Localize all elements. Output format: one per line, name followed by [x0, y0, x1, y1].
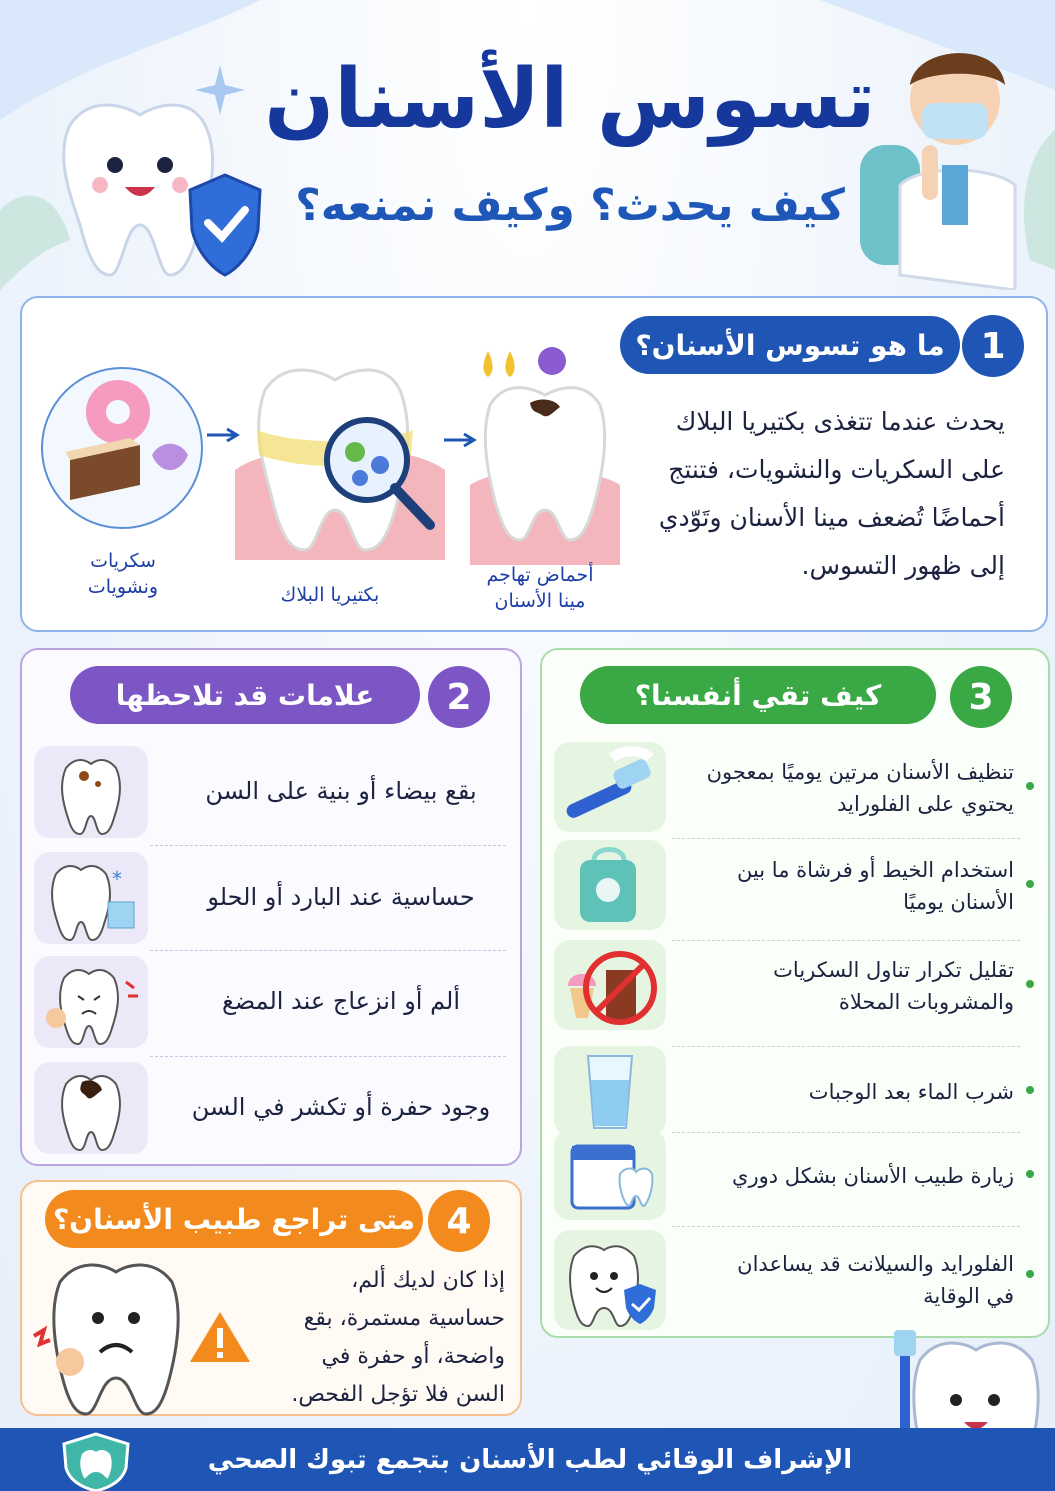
warning-icon — [188, 1308, 252, 1366]
prevention-line: والمشروبات المحلاة — [838, 990, 1014, 1014]
dental-floss-icon — [554, 840, 666, 930]
section4-body — [265, 1262, 505, 1414]
happy-tooth-mascot-icon — [40, 95, 270, 285]
prevention-item-text — [684, 1046, 1014, 1138]
sign-item-text: وجود حفرة أو تكشر في السن — [191, 1093, 491, 1121]
prevention-line: شرب الماء بعد الوجبات — [808, 1080, 1014, 1104]
decayed-tooth-icon — [470, 335, 620, 565]
section4-body-line: حساسية مستمرة، بقع — [303, 1306, 505, 1331]
sign-item — [34, 1058, 506, 1156]
section1-body — [575, 398, 1005, 590]
step-caption-plaque: بكتيريا البلاك — [280, 584, 380, 606]
section4-heading: متى تراجع طبيب الأسنان؟ — [45, 1190, 423, 1248]
step-caption-line: مينا الأسنان — [494, 590, 586, 612]
prevention-line: استخدام الخيط أو فرشاة ما بين — [736, 858, 1014, 882]
plaque-tooth-icon — [235, 360, 445, 560]
step-caption-line: ونشويات — [87, 576, 159, 598]
svg-text:*: * — [112, 867, 122, 891]
page-title: تسوس الأسنان — [264, 52, 876, 147]
cavity-tooth-icon — [34, 1062, 148, 1154]
painful-tooth-icon — [34, 956, 148, 1048]
section1-heading: ما هو تسوس الأسنان؟ — [620, 316, 960, 374]
section1-body-line: على السكريات والنشويات، فتنتج — [668, 455, 1005, 484]
bullet-icon — [1026, 980, 1034, 988]
divider — [672, 838, 1020, 839]
section1-number: 1 — [962, 315, 1024, 377]
prevention-item — [554, 1230, 1034, 1330]
no-sweets-icon — [554, 940, 666, 1030]
section1-body-line: يحدث عندما تتغذى بكتيريا البلاك — [675, 407, 1005, 436]
prevention-item — [554, 1046, 1034, 1138]
divider — [150, 845, 506, 846]
sign-item — [34, 742, 506, 840]
prevention-item — [554, 1130, 1034, 1222]
water-glass-icon — [554, 1046, 666, 1136]
sign-item-text: بقع بيضاء أو بنية على السن — [205, 777, 477, 805]
step-caption-acid — [460, 562, 620, 614]
prevention-item — [554, 840, 1034, 932]
prevention-item-text — [684, 840, 1014, 932]
sweets-icon — [40, 360, 210, 540]
sparkle-icon — [190, 60, 250, 120]
prevention-line: تقليل تكرار تناول السكريات — [773, 958, 1014, 982]
bullet-icon — [1026, 1086, 1034, 1094]
prevention-item — [554, 940, 1034, 1032]
prevention-line: زيارة طبيب الأسنان بشكل دوري — [732, 1164, 1014, 1188]
prevention-line: تنظيف الأسنان مرتين يوميًا بمعجون — [706, 760, 1014, 784]
prevention-line: في الوقاية — [923, 1284, 1014, 1308]
section4-number: 4 — [428, 1190, 490, 1252]
sign-item — [34, 952, 506, 1050]
toothbrush-icon — [554, 742, 666, 832]
shield-tooth-logo-icon — [60, 1432, 132, 1491]
prevention-item-text — [684, 1230, 1014, 1330]
section4-body-line: السن فلا تؤجل الفحص. — [291, 1382, 505, 1407]
bullet-icon — [1026, 880, 1034, 888]
prevention-item-text — [684, 742, 1014, 834]
footer-text: الإشراف الوقائي لطب الأسنان بتجمع تبوك الصحي — [207, 1444, 853, 1475]
section3-heading: كيف تقي أنفسنا؟ — [580, 666, 936, 724]
section1-body-line: أحماضًا تُضعف مينا الأسنان وتَوّدي — [658, 503, 1005, 532]
calendar-tooth-icon — [554, 1130, 666, 1220]
prevention-line: الفلورايد والسيلانت قد يساعدان — [737, 1252, 1014, 1276]
stained-tooth-icon — [34, 746, 148, 838]
cold-sensitive-tooth-icon — [34, 852, 148, 944]
section3-number: 3 — [950, 666, 1012, 728]
step-caption-line: أحماض تهاجم — [486, 564, 594, 586]
section4-body-line: إذا كان لديك ألم، — [351, 1268, 505, 1293]
bullet-icon — [1026, 782, 1034, 790]
prevention-item-text — [684, 940, 1014, 1032]
bullet-icon — [1026, 1170, 1034, 1178]
protected-tooth-icon — [554, 1230, 666, 1330]
section1-body-line: إلى ظهور التسوس. — [801, 551, 1005, 580]
prevention-line: الأسنان يوميًا — [903, 890, 1014, 914]
section2-heading: علامات قد تلاحظها — [70, 666, 420, 724]
sign-item-text: حساسية عند البارد أو الحلو — [207, 883, 475, 911]
prevention-line: يحتوي على الفلورايد — [837, 792, 1014, 816]
step-caption-line: سكريات — [90, 550, 156, 572]
page-subtitle: كيف يحدث؟ وكيف نمنعه؟ — [295, 180, 845, 231]
worried-tooth-icon — [30, 1252, 190, 1420]
section4-body-line: واضحة، أو حفرة في — [321, 1344, 505, 1369]
divider — [150, 950, 506, 951]
bullet-icon — [1026, 1270, 1034, 1278]
divider — [150, 1056, 506, 1057]
prevention-item-text — [684, 1130, 1014, 1222]
divider — [672, 1226, 1020, 1227]
sign-item — [34, 848, 506, 946]
section2-number: 2 — [428, 666, 490, 728]
step-caption-sweets — [68, 548, 178, 600]
prevention-item — [554, 742, 1034, 834]
sign-item-text: ألم أو انزعاج عند المضغ — [221, 987, 461, 1015]
